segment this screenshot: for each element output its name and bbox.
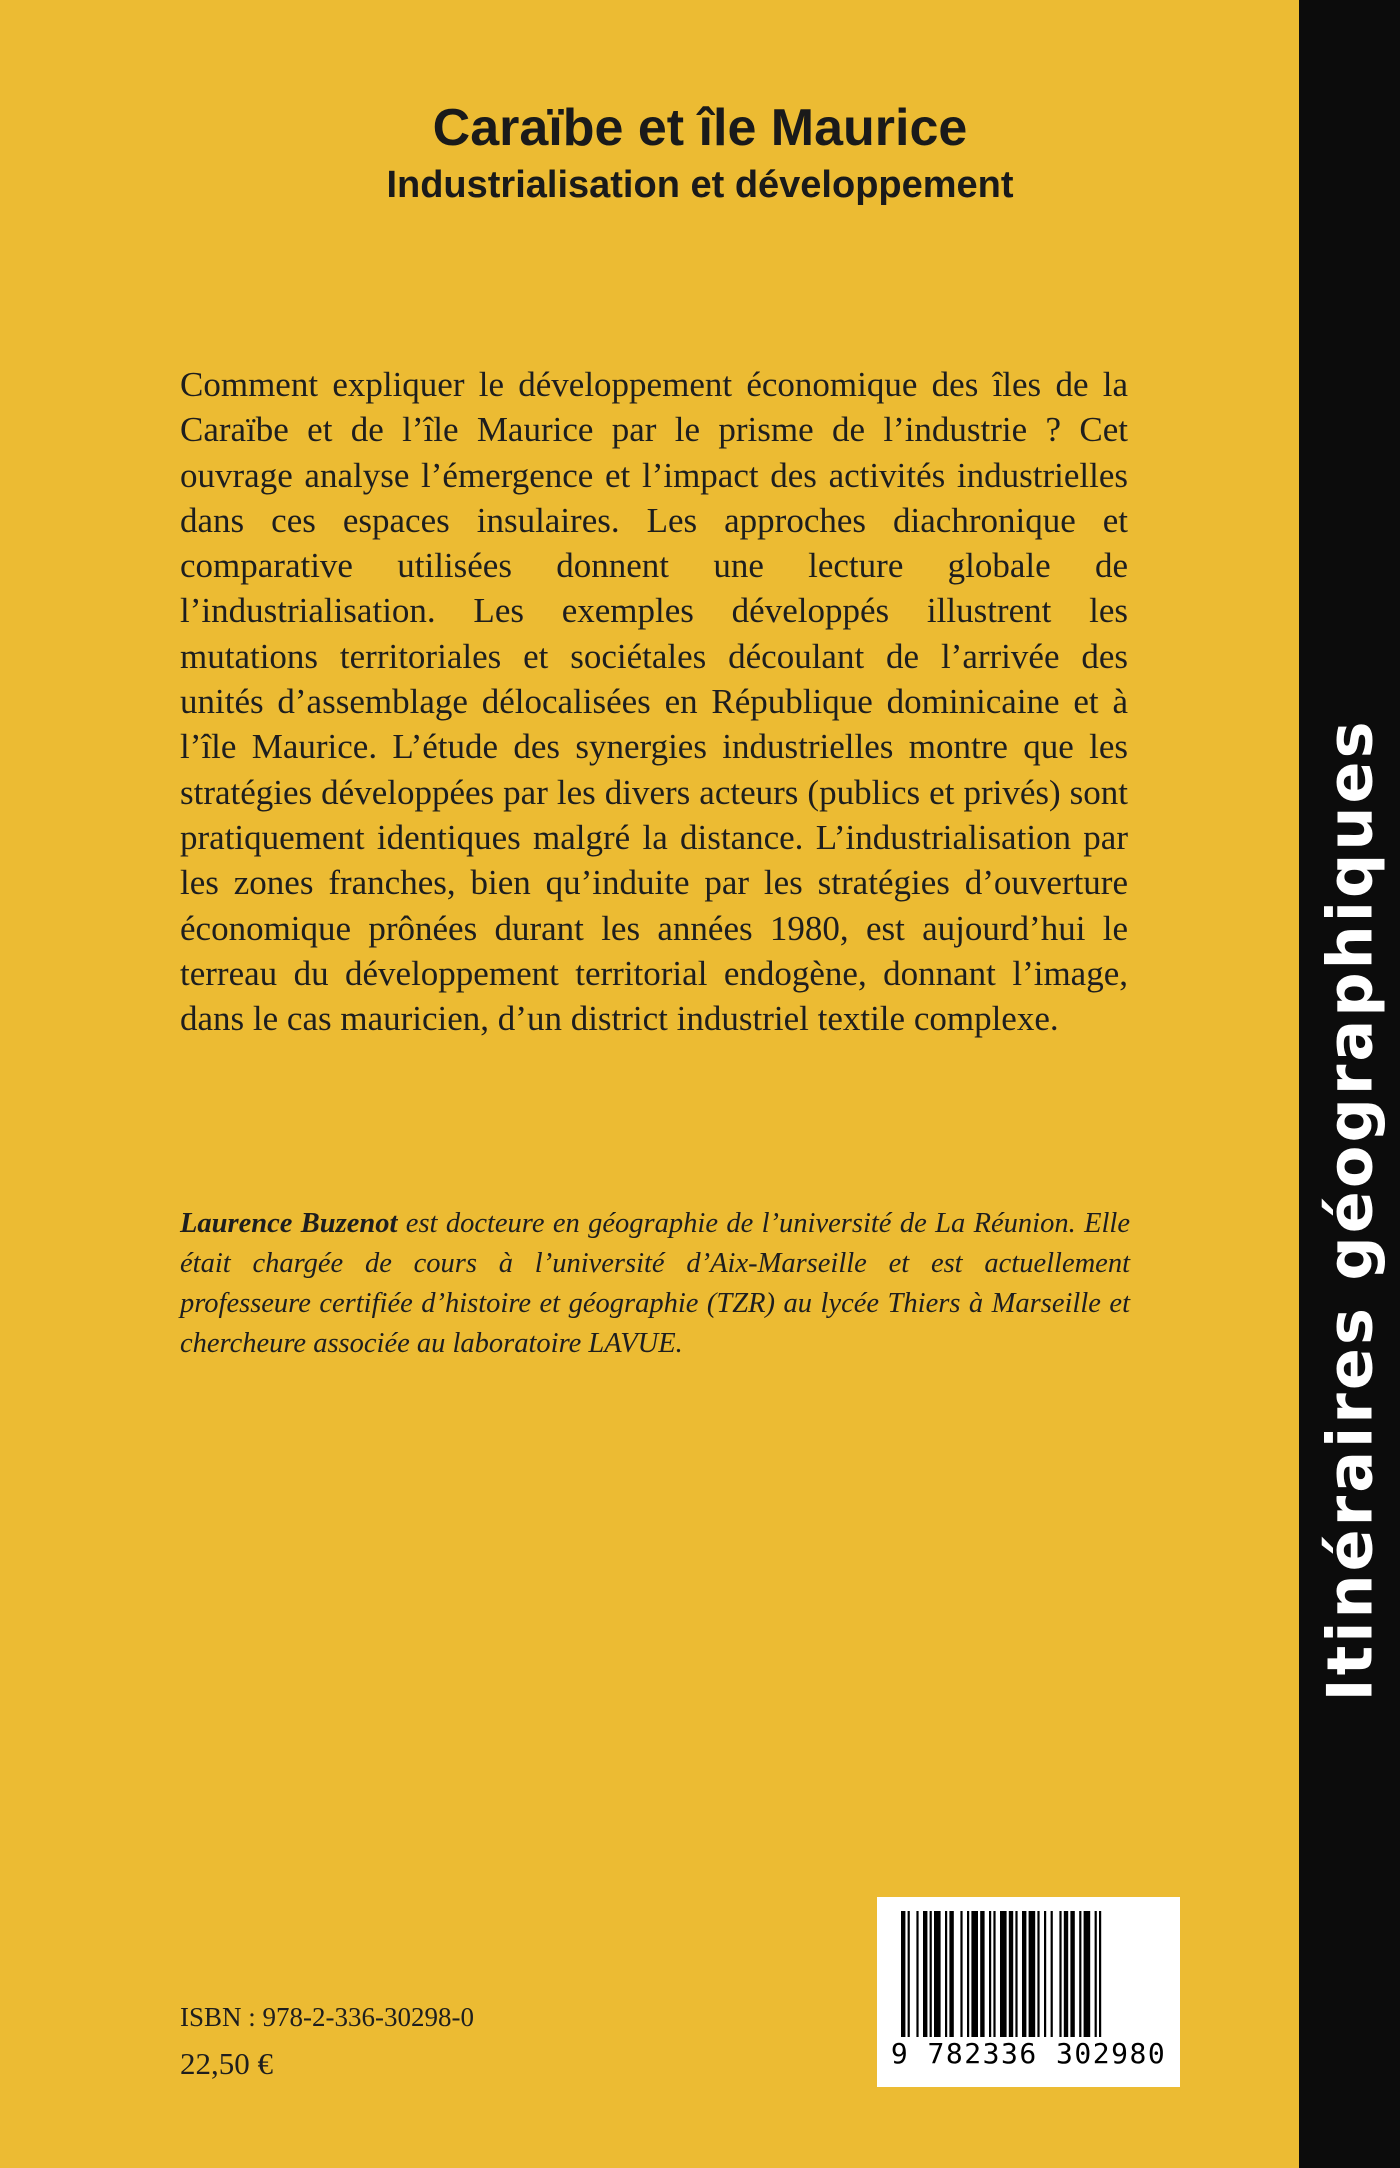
barcode-bar [1022, 1911, 1026, 2037]
barcode-bar [960, 1911, 962, 2037]
author-name: Laurence Buzenot [180, 1208, 398, 1239]
barcode-bar [971, 1911, 978, 2037]
barcode-bar [1095, 1911, 1097, 2037]
barcode-bar [1064, 1911, 1068, 2037]
barcode-digits: 9 782336 302980 [890, 2037, 1167, 2070]
barcode-bar [1009, 1911, 1013, 2037]
barcode-bar [1029, 1911, 1036, 2037]
barcode-bar [945, 1911, 947, 2037]
barcode-bar [1099, 1911, 1101, 2037]
barcode-bar [980, 1911, 984, 2037]
barcode-bar [967, 1911, 969, 2037]
barcode-bar [1000, 1911, 1007, 2037]
barcode [877, 1897, 1180, 2087]
series-name: Itinéraires géographiques [1313, 718, 1387, 1702]
price: 22,50 € [180, 2046, 273, 2081]
barcode-bar [1084, 1911, 1091, 2037]
barcode-bar [923, 1911, 927, 2037]
barcode-bar [1015, 1911, 1017, 2037]
book-title: Caraïbe et île Maurice [432, 99, 968, 157]
barcode-bar [1079, 1911, 1081, 2037]
barcode-bar [1059, 1911, 1061, 2037]
author-bio: est docteure en géographie de l’université de La Réunion. Elle était chargée de cours à l’université d’Aix-Marseille et est actuellement professeure certifiée d’histoire et géographie (TZR) au lycée Thiers à Marseille et chercheure associée au laboratoire LAVUE. [180, 1208, 1130, 1359]
barcode-bar [1037, 1911, 1039, 2037]
barcode-bar [993, 1911, 995, 2037]
barcode-bar [949, 1911, 953, 2037]
barcode-bar [930, 1911, 932, 2037]
barcode-bar [934, 1911, 941, 2037]
book-subtitle: Industrialisation et développement [386, 164, 1014, 206]
barcode-bar [1044, 1911, 1046, 2037]
isbn: ISBN : 978-2-336-30298-0 [180, 2002, 474, 2032]
barcode-bar [908, 1911, 910, 2037]
barcode-bar [901, 1911, 905, 2037]
barcode-bar [989, 1911, 991, 2037]
barcode-bar [916, 1911, 918, 2037]
book-summary: Comment expliquer le développement économique des îles de la Caraïbe et de l’île Maurice par le prisme de l’industrie ? Cet ouvrage analyse l’émergence et l’impact des activités industrielles dans ces espaces insulaires. Les approches diachronique et comparative utilisées donnent une lecture globale de l’industrialisation. Les exemples développés illustrent les mutations territoriales et sociétales découlant de l’arrivée des unités d’assemblage délocalisées en République dominicaine et à l’île Maurice. L’étude des synergies industrielles montre que les stratégies développées par les divers acteurs (publics et privés) sont pratiquement identiques malgré la distance. L’industrialisation par les zones franches, bien qu’induite par les stratégies d’ouverture économique prônées durant les années 1980, est aujourd’hui le terreau du développement territorial endogène, donnant l’image, dans le cas mauricien, d’un district industriel textile complexe. [180, 365, 1128, 1039]
barcode-bar [1051, 1911, 1053, 2037]
barcode-bar [1070, 1911, 1074, 2037]
author-bio-paragraph [180, 1204, 1130, 1364]
